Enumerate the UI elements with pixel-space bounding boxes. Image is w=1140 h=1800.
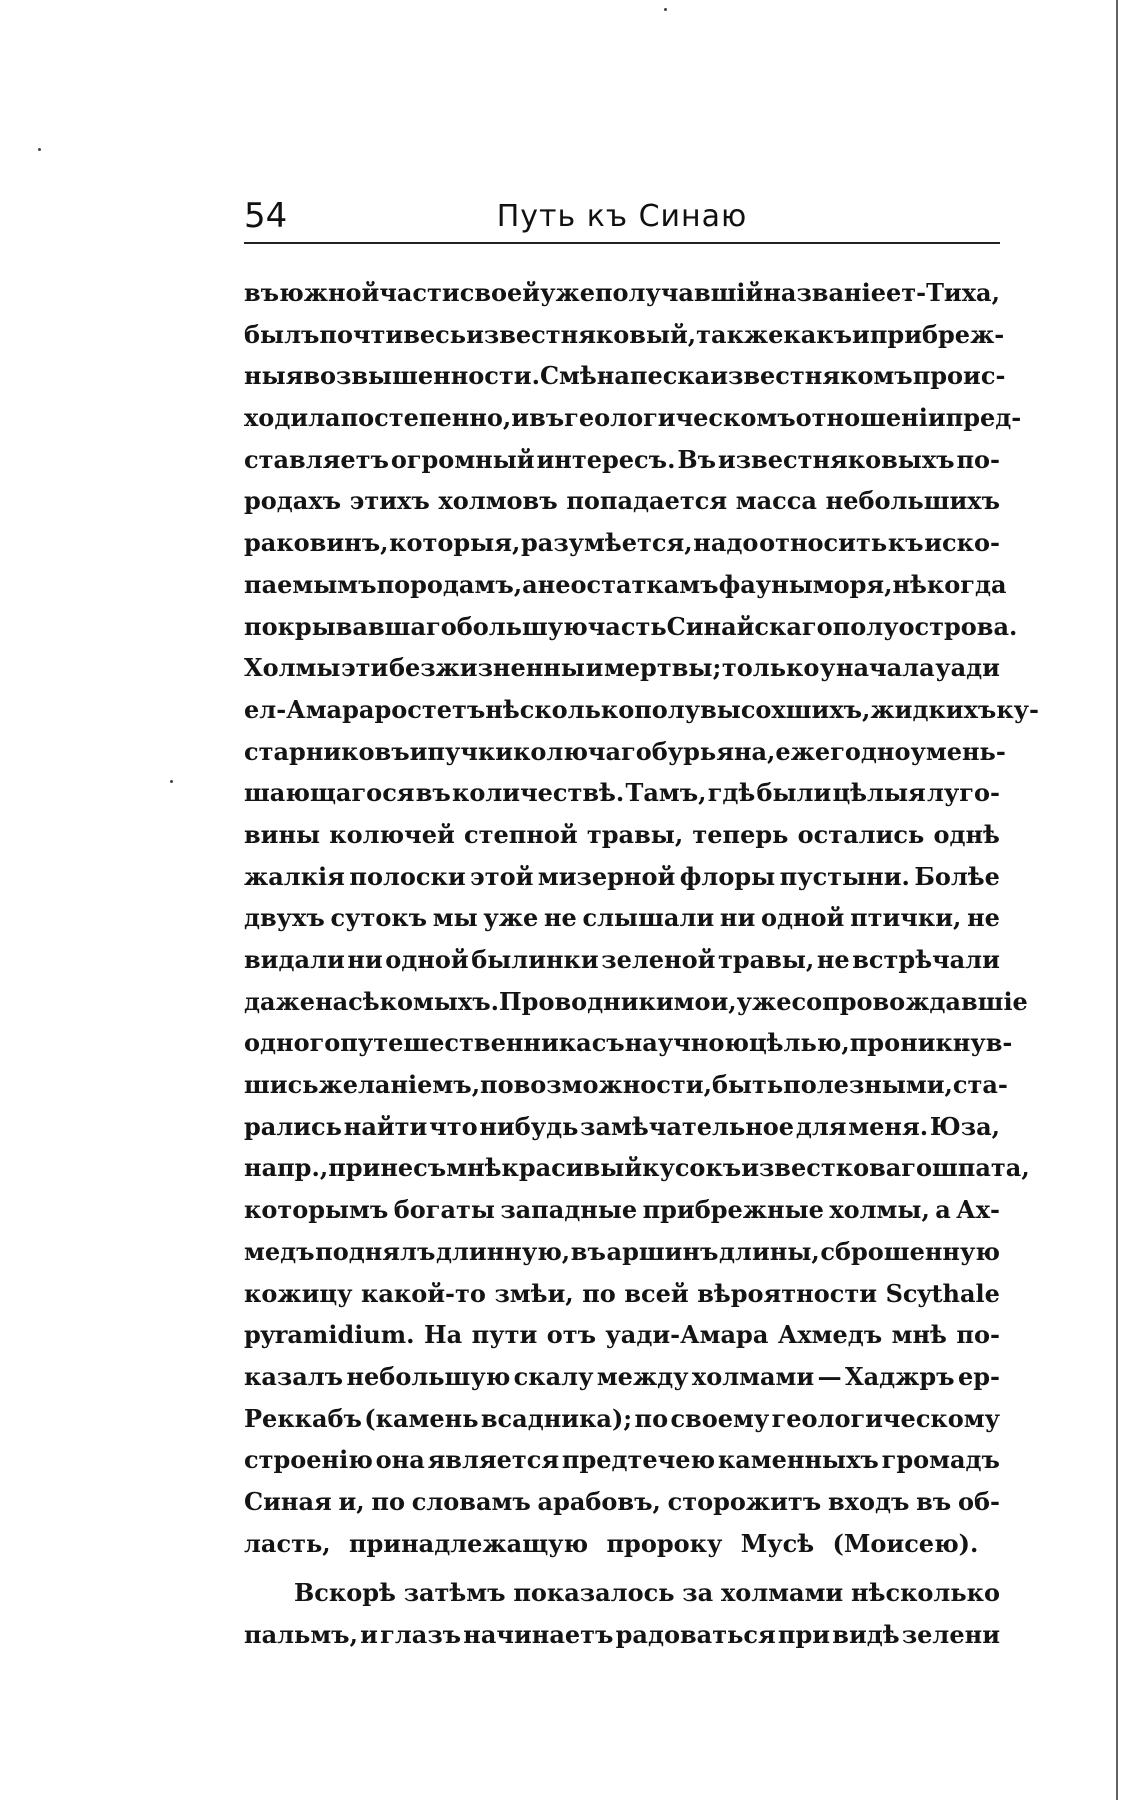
word: травы, [586, 819, 684, 849]
word: птички, [850, 903, 962, 933]
text-line [244, 1572, 1000, 1614]
word: глазъ [380, 1620, 462, 1649]
word: остались [797, 819, 925, 849]
word: жалкія [244, 861, 345, 891]
text-line [244, 939, 1000, 981]
word: какъ [783, 319, 853, 349]
word: словамъ [411, 1486, 531, 1516]
word: предтечею [561, 1445, 716, 1475]
word: мизерной [537, 861, 676, 891]
text-line [244, 355, 1006, 397]
word: ни [347, 945, 383, 974]
text-line [244, 981, 1028, 1023]
word: по [582, 1278, 616, 1308]
word: не [816, 945, 850, 974]
text-line [244, 1614, 1000, 1656]
word: скалу [513, 1361, 594, 1391]
word: начинаетъ [463, 1620, 614, 1649]
word: арабовъ, [537, 1486, 661, 1516]
dust-speck [170, 780, 173, 783]
word: въ [916, 1486, 952, 1516]
word: она [375, 1445, 425, 1475]
text-line [244, 314, 1005, 356]
text-line: ласть, принадлежащую пророку Мусѣ (Моисею). [244, 1528, 979, 1558]
word: ходила [244, 403, 341, 433]
word: безжизненны [388, 653, 585, 683]
word: ставляетъ [244, 444, 389, 474]
word: длинную, [435, 1236, 571, 1266]
word: которымъ [244, 1195, 389, 1225]
word: а [935, 1195, 951, 1225]
word: пальмъ, [244, 1620, 358, 1649]
text-line [244, 1106, 1000, 1148]
word: также [696, 319, 784, 349]
word: Ахмедъ [777, 1320, 883, 1350]
word: Синая [244, 1486, 332, 1516]
text-line [244, 1356, 1000, 1398]
word: уже [736, 986, 792, 1016]
word: цѣлью, [748, 1028, 850, 1058]
word: Scythale [885, 1278, 1000, 1308]
word: кусокъ [642, 1153, 742, 1183]
word: вѣроятности [697, 1278, 878, 1308]
text-line [244, 1398, 1000, 1440]
word: бурьяна, [651, 736, 776, 766]
text-line [244, 606, 1018, 648]
word: флоры [679, 861, 776, 891]
word: получавшій [594, 278, 764, 307]
word: почти [319, 319, 404, 349]
word: зелени [901, 1620, 1000, 1649]
word: большую [456, 611, 588, 641]
word: геологическому [771, 1403, 1000, 1433]
word: по [634, 1403, 669, 1433]
word: по- [956, 1320, 1000, 1350]
word: раковинъ, [244, 528, 389, 558]
word: вины [244, 819, 321, 849]
paragraph-gap [244, 1564, 1000, 1572]
text-line [244, 272, 1000, 314]
word: въ [570, 1236, 606, 1266]
word: начала [835, 653, 935, 683]
text-line [244, 647, 1000, 689]
text-line [244, 689, 1039, 731]
word: научною [624, 1028, 749, 1058]
word: казалъ [244, 1361, 344, 1391]
word: эти [341, 653, 389, 683]
word: ел-Амара [244, 694, 375, 724]
word: не [537, 569, 571, 599]
body-text [244, 272, 1039, 1656]
word: ер- [957, 1361, 1000, 1391]
word: сторожитъ [667, 1486, 822, 1516]
word: были [756, 778, 832, 808]
scan-edge-line [1116, 0, 1118, 1800]
word: и [409, 736, 428, 766]
word: Въ [677, 444, 717, 474]
word: найти [343, 1111, 428, 1141]
word: цѣлыя [832, 778, 926, 808]
word: по [371, 1486, 405, 1516]
word: Ах- [956, 1195, 1000, 1225]
word: красивый [501, 1153, 643, 1183]
word: известняковый, [466, 319, 697, 349]
word: богаты [393, 1195, 495, 1225]
word: мертвы; [603, 653, 722, 683]
word: паемымъ [244, 569, 377, 599]
word: Тамъ, [625, 778, 707, 808]
word: показалось [513, 1578, 675, 1608]
word: меня. [848, 1111, 929, 1141]
word: жидкихъ [870, 694, 997, 724]
word: сутокъ [330, 903, 428, 933]
word: ста- [952, 1070, 1008, 1100]
header-rule [244, 242, 1000, 244]
word: даже [244, 986, 316, 1016]
word: геологическомъ [564, 403, 796, 433]
word: видѣ [832, 1620, 900, 1649]
text-line [244, 1189, 1000, 1231]
word: ет-Тиха, [885, 278, 1000, 307]
word: въ [529, 403, 565, 433]
word: пучки [427, 736, 514, 766]
word: уже [540, 278, 595, 307]
word: насѣкомыхъ. [315, 986, 499, 1016]
word: фауны [718, 569, 813, 599]
page-number: 54 [244, 196, 288, 236]
word: въ [415, 778, 451, 808]
word: Болѣе [914, 861, 1000, 891]
word: однѣ [933, 819, 1000, 849]
word: pyramidium. [244, 1320, 415, 1350]
word: громадъ [881, 1445, 1000, 1475]
word: относить [759, 528, 888, 558]
word: надо [693, 528, 759, 558]
word: сброшенную [820, 1236, 1000, 1266]
word: только [721, 653, 820, 683]
word: съ [591, 1028, 625, 1058]
word: известняковыхъ [717, 444, 955, 474]
word: небольшихъ [825, 486, 1000, 516]
word: ныя [244, 361, 304, 391]
text-line [244, 439, 1000, 481]
word: Реккабъ [244, 1403, 362, 1433]
word: нѣсколько [485, 694, 635, 724]
word: своей [459, 278, 541, 307]
word: весь [403, 319, 467, 349]
word: теперь [692, 819, 789, 849]
word: каменныхъ [717, 1445, 879, 1475]
word: прибреж- [869, 319, 1005, 349]
word: всадника); [480, 1403, 633, 1433]
word: сопровождавшіе [791, 986, 1028, 1016]
word: проникнув- [849, 1028, 1013, 1058]
word: иско- [924, 528, 1000, 558]
word: южной [279, 278, 380, 307]
word: къ [887, 528, 924, 558]
word: известковаго [741, 1153, 933, 1183]
word: ку- [996, 694, 1039, 724]
word: встрѣчали [852, 945, 1000, 974]
word: породамъ, [376, 569, 523, 599]
word: при [777, 1620, 831, 1649]
word: полоски [349, 861, 466, 891]
dust-speck [664, 8, 667, 11]
word: часть [587, 611, 667, 641]
word: былъ [244, 319, 320, 349]
word: известнякомъ [710, 361, 913, 391]
word: напр., [244, 1153, 329, 1183]
text-line [244, 397, 1022, 439]
word: строенію [244, 1445, 373, 1475]
word: былинки [471, 945, 599, 974]
paragraph [244, 1572, 1000, 1655]
word: холмы, [829, 1195, 930, 1225]
page-header [244, 196, 1000, 244]
word: Холмы [244, 653, 341, 683]
dust-speck [38, 148, 41, 151]
word: зеленой [601, 945, 716, 974]
word: этой [470, 861, 534, 891]
word: шпата, [932, 1153, 1030, 1183]
word: двухъ [244, 903, 325, 933]
word: и [511, 403, 530, 433]
word: Проводники [499, 986, 674, 1016]
word: одной [760, 903, 845, 933]
word: кожицу [244, 1278, 353, 1308]
word: холмами [691, 1361, 815, 1391]
word: всей [624, 1278, 689, 1308]
word: быть [711, 1070, 784, 1100]
word: этихъ [349, 486, 430, 516]
word: ростетъ [374, 694, 486, 724]
word: возвышенности. [303, 361, 540, 391]
word: ни [719, 903, 756, 933]
text-line [244, 1022, 1013, 1064]
word: постепенно, [340, 403, 512, 433]
word: Синайскаго [666, 611, 833, 641]
word: части [379, 278, 460, 307]
word: уже [483, 903, 539, 933]
word: об- [957, 1486, 1000, 1516]
word: желаніемъ, [318, 1070, 481, 1100]
word: затѣмъ [403, 1578, 506, 1608]
word: въ [244, 278, 280, 307]
word: родахъ [244, 486, 342, 516]
text-line [244, 1314, 1000, 1356]
word: аршинъ [606, 1236, 719, 1266]
word: и [852, 319, 870, 349]
word: видали [244, 945, 345, 974]
word: старниковъ [244, 736, 410, 766]
word: остаткамъ [570, 569, 719, 599]
word: и [360, 1620, 378, 1649]
word: мы [432, 903, 478, 933]
text-line [244, 897, 1000, 939]
word: пред- [945, 403, 1022, 433]
word: и, [338, 1486, 365, 1516]
word: слышали [582, 903, 715, 933]
word: за [682, 1578, 714, 1608]
word: попадается [566, 486, 728, 516]
word: отъ [546, 1320, 596, 1350]
word: песка [629, 361, 711, 391]
word: нибудь [479, 1111, 579, 1141]
word: а [522, 569, 538, 599]
text-line [244, 731, 1006, 773]
word: которыя, [389, 528, 521, 558]
word: для [795, 1111, 847, 1141]
word: не [967, 903, 1000, 933]
word: нѣкогда [892, 569, 1007, 599]
word: путешественника [340, 1028, 592, 1058]
word: поднялъ [315, 1236, 436, 1266]
word: На [423, 1320, 463, 1350]
word: количествѣ. [452, 778, 625, 808]
word: мнѣ [891, 1320, 947, 1350]
word: у [819, 653, 836, 683]
word: холмовъ [438, 486, 558, 516]
word: — [817, 1361, 842, 1391]
word: интересъ. [536, 444, 676, 474]
word: Юза, [929, 1111, 1000, 1141]
word: полувысохшихъ, [634, 694, 871, 724]
word: длины, [719, 1236, 820, 1266]
word: колючаго [513, 736, 652, 766]
word: и [585, 653, 604, 683]
word: по- [956, 444, 1000, 474]
word: мои, [673, 986, 737, 1016]
word: моря, [812, 569, 893, 599]
text-line [244, 1231, 1000, 1273]
word: Вскорѣ [294, 1578, 396, 1608]
word: что [429, 1111, 478, 1141]
word: принесъ [328, 1153, 447, 1183]
word: уади [935, 653, 1000, 683]
word: полезными, [783, 1070, 953, 1100]
word: (камень [364, 1403, 479, 1433]
word: медъ [244, 1236, 315, 1266]
text-line [244, 772, 1000, 814]
word: проис- [912, 361, 1006, 391]
running-title: Путь къ Синаю [496, 199, 748, 234]
word: змѣи, [494, 1278, 574, 1308]
word: пустыни. [779, 861, 910, 891]
word: западные [500, 1195, 638, 1225]
word: входъ [827, 1486, 910, 1516]
word: мнѣ [446, 1153, 502, 1183]
word: Смѣна [539, 361, 630, 391]
text-line [244, 564, 1007, 606]
word: уади-Амара [605, 1320, 769, 1350]
word: одного [244, 1028, 341, 1058]
word: полуострова. [832, 611, 1018, 641]
word: рались [244, 1111, 342, 1141]
word: не [543, 903, 577, 933]
word: Хаджръ [844, 1361, 955, 1391]
word: радоваться [615, 1620, 776, 1649]
word: возможности, [513, 1070, 712, 1100]
word: прибрежные [642, 1195, 824, 1225]
word: умень- [910, 736, 1006, 766]
paragraph [244, 272, 1039, 1564]
word: по [480, 1070, 514, 1100]
word: названіе [763, 278, 886, 307]
word: отношеніи [795, 403, 946, 433]
word: шающагося [244, 778, 415, 808]
word: колючей [329, 819, 455, 849]
text-line [244, 1439, 1000, 1481]
text-line [244, 856, 1000, 898]
word: какой-то [361, 1278, 486, 1308]
text-line [244, 1273, 1000, 1315]
word: покрывавшаго [244, 611, 457, 641]
word: огромный [390, 444, 535, 474]
word: небольшую [346, 1361, 511, 1391]
word: шись [244, 1070, 319, 1100]
word: нѣсколько [851, 1578, 1000, 1608]
text-line [244, 814, 1000, 856]
word: травы, [717, 945, 815, 974]
text-line [244, 1481, 1000, 1523]
word: пути [471, 1320, 538, 1350]
text-line [244, 480, 1000, 522]
word: является [427, 1445, 560, 1475]
word: одной [385, 945, 469, 974]
word: между [596, 1361, 689, 1391]
word: масса [735, 486, 817, 516]
text-line [244, 1064, 1008, 1106]
word: ежегодно [775, 736, 911, 766]
word: степной [464, 819, 578, 849]
word: своему [670, 1403, 770, 1433]
word: разумѣется, [521, 528, 693, 558]
word: холмами [720, 1578, 844, 1608]
word: гдѣ [707, 778, 756, 808]
word: замѣчательное [580, 1111, 795, 1141]
word: луго- [926, 778, 1000, 808]
text-line [244, 1147, 1030, 1189]
text-line [244, 522, 1000, 564]
